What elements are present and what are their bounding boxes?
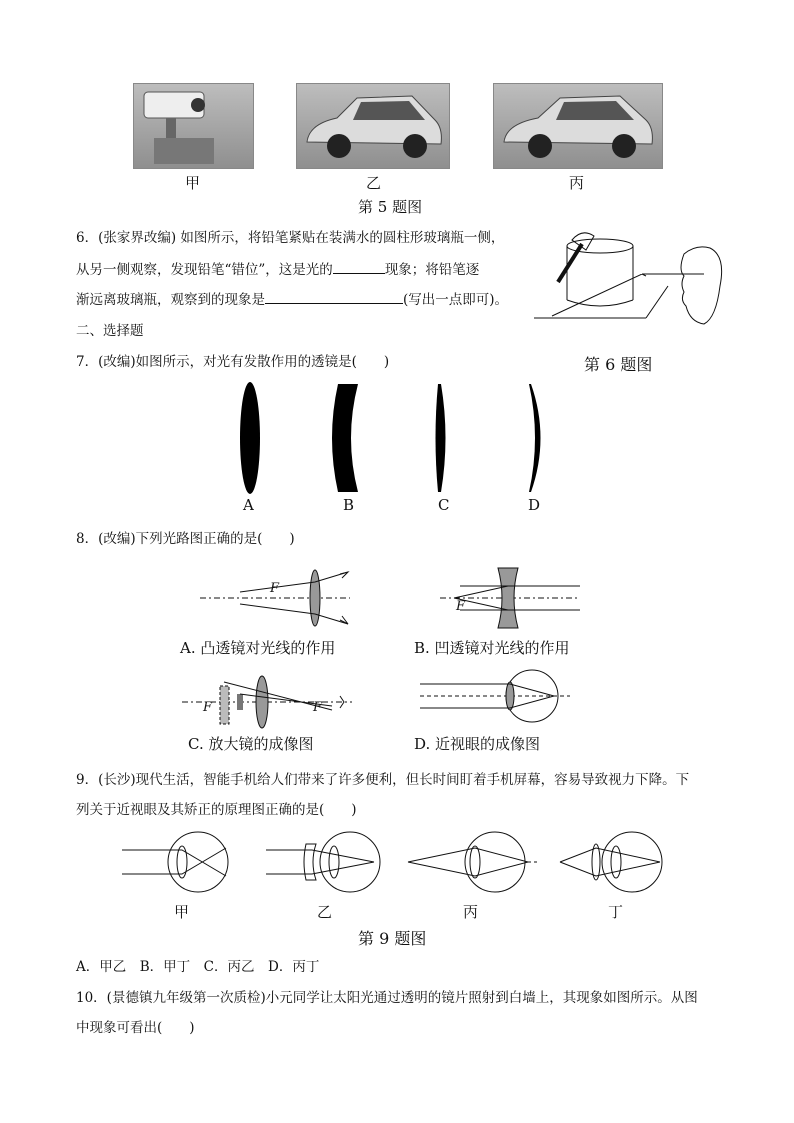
fig5-label: 乙 <box>366 174 382 192</box>
q10-line2: 中现象可看出( ) <box>76 1020 195 1036</box>
focus-label: F <box>203 700 213 715</box>
q6-line1: 6．(张家界改编) 如图所示，将铅笔紧贴在装满水的圆柱形玻璃瓶一侧， <box>76 230 505 246</box>
option-label: B <box>343 496 355 514</box>
q8-diagram-b <box>440 564 580 628</box>
q6-line2b: 现象；将铅笔逐 <box>384 262 480 278</box>
q7-lenses <box>230 380 560 500</box>
q8-caption-a: A. 凸透镜对光线的作用 <box>180 639 336 657</box>
car-icon <box>494 84 662 168</box>
car-icon <box>297 84 449 168</box>
q6-line3 <box>76 289 508 310</box>
q6-line3a: 渐远离玻璃瓶，观察到的现象是 <box>76 292 265 308</box>
lens-meniscus <box>529 384 541 492</box>
q8-diagram-d <box>420 668 570 728</box>
q8-caption-c: C. 放大镜的成像图 <box>188 735 314 753</box>
fig5-label: 丙 <box>569 174 585 192</box>
lens-concave <box>332 384 358 492</box>
fig9-label: 甲 <box>174 903 190 921</box>
fig6-diagram <box>534 226 730 330</box>
fig5-caption: 第 5 题图 <box>358 198 423 216</box>
q8-diagram-a <box>200 564 350 628</box>
answer-blank <box>333 259 385 274</box>
camera-photo <box>133 83 254 169</box>
q7-stem: 7．(改编)如图所示，对光有发散作用的透镜是( ) <box>76 354 390 370</box>
option-label: D <box>528 496 541 514</box>
q10-line1: 10．(景德镇九年级第一次质检)小元同学让太阳光通过透明的镜片照射到白墙上，其现象如图所示。从图 <box>76 990 698 1006</box>
q8-caption-b: B. 凹透镜对光线的作用 <box>414 639 570 657</box>
fig6-caption: 第 6 题图 <box>584 355 653 374</box>
option-label: A <box>243 496 254 514</box>
lens-planoconvex <box>436 384 446 492</box>
q9-diagrams <box>120 830 680 896</box>
car-photo <box>296 83 450 169</box>
answer-blank <box>265 289 403 304</box>
section-heading: 二、选择题 <box>76 323 144 339</box>
fig9-label: 丙 <box>463 903 479 921</box>
lens-biconvex <box>240 382 260 494</box>
focus-label: F <box>456 599 466 614</box>
q9-options: A．甲乙 B．甲丁 C．丙乙 D．丙丁 <box>76 959 320 975</box>
q8-caption-d: D. 近视眼的成像图 <box>414 735 541 753</box>
fig9-label: 丁 <box>608 903 624 921</box>
fig9-caption: 第 9 题图 <box>358 929 427 948</box>
focus-label: F <box>270 581 280 596</box>
q6-line3b: (写出一点即可)。 <box>403 292 509 308</box>
focus-label: F <box>313 700 323 715</box>
car-photo <box>493 83 663 169</box>
q6-line2 <box>76 259 479 280</box>
fig9-label: 乙 <box>317 903 333 921</box>
camera-icon <box>134 84 253 168</box>
fig5-label: 甲 <box>185 174 201 192</box>
q6-line2a: 从另一侧观察，发现铅笔“错位”，这是光的 <box>76 262 333 278</box>
q8-stem: 8．(改编)下列光路图正确的是( ) <box>76 531 295 547</box>
option-label: C <box>438 496 450 514</box>
q9-line2: 列关于近视眼及其矫正的原理图正确的是( ) <box>76 802 357 818</box>
q9-line1: 9．(长沙)现代生活，智能手机给人们带来了许多便利，但长时间盯着手机屏幕，容易导致视力下降。下 <box>76 772 690 788</box>
